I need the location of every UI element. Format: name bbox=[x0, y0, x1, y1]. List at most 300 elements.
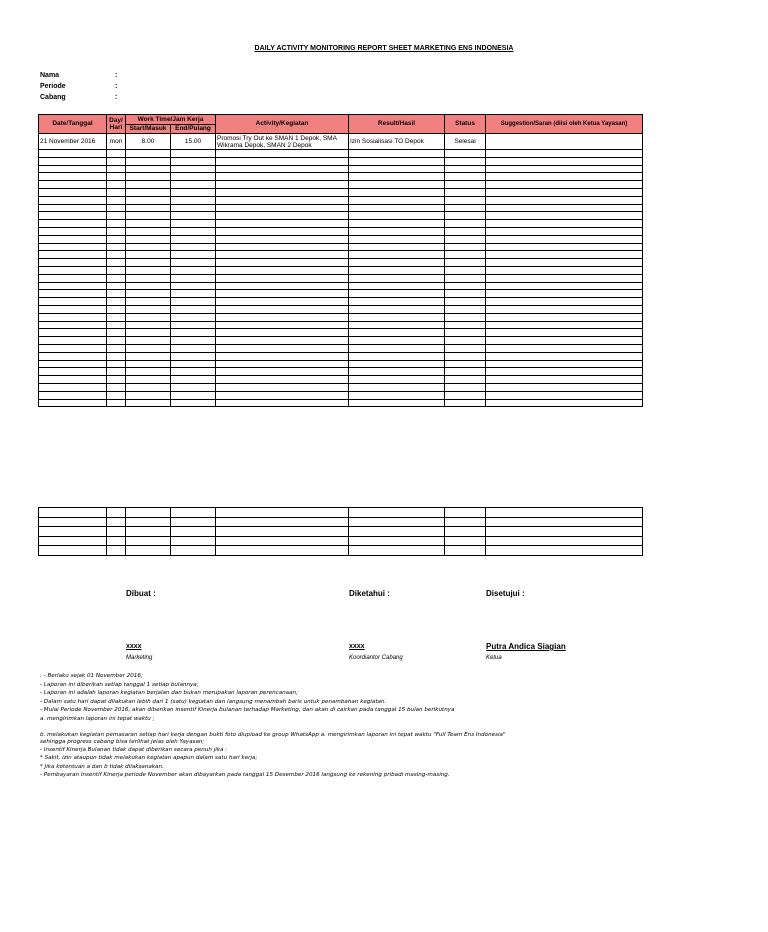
cell-end: 15.00 bbox=[171, 134, 216, 150]
header-worktime: Work Time/Jam Kerja bbox=[126, 115, 216, 125]
table-cell bbox=[486, 383, 643, 391]
table-cell bbox=[486, 282, 643, 290]
table-cell bbox=[39, 227, 107, 235]
table-cell bbox=[126, 150, 171, 158]
table-cell bbox=[39, 399, 107, 407]
table-cell bbox=[216, 536, 349, 546]
table-cell bbox=[349, 259, 445, 267]
table-cell bbox=[39, 212, 107, 220]
note-line: - Dalam satu hari dapat dilakukan lebih dari 1 (satu) kegiatan dan langsung menambah baris untuk penambahan kegiatan. bbox=[40, 698, 387, 705]
table-cell bbox=[349, 227, 445, 235]
table-cell bbox=[171, 243, 216, 251]
table-cell bbox=[486, 157, 643, 165]
table-cell bbox=[107, 391, 126, 399]
table-cell bbox=[486, 212, 643, 220]
table-row bbox=[39, 157, 643, 165]
table-cell bbox=[171, 344, 216, 352]
table-cell bbox=[126, 181, 171, 189]
table-cell bbox=[216, 290, 349, 298]
table-cell bbox=[107, 508, 126, 518]
table-row bbox=[39, 227, 643, 235]
table-row bbox=[39, 243, 643, 251]
table-cell bbox=[349, 399, 445, 407]
table-cell bbox=[171, 337, 216, 345]
table-cell bbox=[349, 517, 445, 527]
table-cell bbox=[216, 266, 349, 274]
header-day: Day/ Hari bbox=[107, 115, 126, 134]
header-activity: Activity/Kegiatan bbox=[216, 115, 349, 134]
table-cell bbox=[445, 344, 486, 352]
table-cell bbox=[445, 391, 486, 399]
table-cell bbox=[107, 337, 126, 345]
table-cell bbox=[216, 329, 349, 337]
table-cell bbox=[126, 157, 171, 165]
table-cell bbox=[445, 352, 486, 360]
table-cell bbox=[171, 376, 216, 384]
table-cell bbox=[107, 329, 126, 337]
signature-dibuat-role: Marketing bbox=[126, 655, 153, 661]
table-cell bbox=[126, 305, 171, 313]
table-cell bbox=[486, 220, 643, 228]
table-cell bbox=[349, 150, 445, 158]
table-cell bbox=[107, 243, 126, 251]
activity-table-continued bbox=[38, 507, 643, 556]
table-row bbox=[39, 305, 643, 313]
table-cell bbox=[39, 352, 107, 360]
table-cell bbox=[171, 391, 216, 399]
table-cell bbox=[445, 376, 486, 384]
table-cell bbox=[126, 227, 171, 235]
table-row bbox=[39, 220, 643, 228]
table-cell bbox=[171, 157, 216, 165]
table-row bbox=[39, 204, 643, 212]
table-cell bbox=[486, 391, 643, 399]
table-cell bbox=[39, 266, 107, 274]
table-cell bbox=[349, 212, 445, 220]
table-row bbox=[39, 188, 643, 196]
note-line: - Laporan ini adalah laporan kegiatan berjalan dan bukan merupakan laporan perencanaan; bbox=[40, 690, 298, 697]
table-cell bbox=[486, 344, 643, 352]
note-line: - Mulai Periode November 2016, akan diberikan insentif Kinerja bulanan terhadap Marketing, dan akan di cairkan pada tanggal 15 bulan berikutnya bbox=[40, 707, 455, 714]
table-cell bbox=[486, 266, 643, 274]
table-cell bbox=[171, 517, 216, 527]
table-cell bbox=[486, 368, 643, 376]
table-cell bbox=[107, 173, 126, 181]
table-row bbox=[39, 259, 643, 267]
table-cell bbox=[171, 305, 216, 313]
table-cell bbox=[126, 376, 171, 384]
table-cell bbox=[445, 313, 486, 321]
table-cell bbox=[216, 227, 349, 235]
table-cell bbox=[39, 157, 107, 165]
table-cell bbox=[126, 220, 171, 228]
table-cell bbox=[171, 235, 216, 243]
table-cell bbox=[126, 337, 171, 345]
table-cell bbox=[445, 212, 486, 220]
table-cell bbox=[486, 313, 643, 321]
table-cell bbox=[486, 259, 643, 267]
table-cell bbox=[107, 527, 126, 537]
table-cell bbox=[171, 360, 216, 368]
table-cell bbox=[126, 266, 171, 274]
table-row bbox=[39, 527, 643, 537]
table-cell bbox=[171, 150, 216, 158]
table-cell bbox=[486, 321, 643, 329]
table-cell bbox=[445, 165, 486, 173]
table-row bbox=[39, 173, 643, 181]
table-row bbox=[39, 536, 643, 546]
table-cell bbox=[107, 188, 126, 196]
table-cell bbox=[39, 173, 107, 181]
table-cell bbox=[349, 220, 445, 228]
signature-diketahui-role: Koordiantor Cabang bbox=[349, 655, 403, 661]
table-cell bbox=[349, 337, 445, 345]
table-cell bbox=[349, 274, 445, 282]
table-cell bbox=[107, 298, 126, 306]
table-cell bbox=[39, 243, 107, 251]
note-line: - Insentif Kinerja Bulanan tidak dapat diberikan secara penuh jika : bbox=[40, 746, 228, 753]
table-cell bbox=[126, 508, 171, 518]
table-cell bbox=[107, 344, 126, 352]
table-cell bbox=[216, 274, 349, 282]
table-cell bbox=[486, 204, 643, 212]
table-cell bbox=[216, 546, 349, 556]
cell-result: Izin Sosialisasi TO Depok bbox=[349, 134, 445, 150]
table-cell bbox=[171, 536, 216, 546]
table-cell bbox=[107, 305, 126, 313]
table-cell bbox=[486, 274, 643, 282]
table-cell bbox=[126, 188, 171, 196]
meta-colon: : bbox=[115, 94, 118, 101]
table-cell bbox=[126, 527, 171, 537]
table-row bbox=[39, 165, 643, 173]
note-line: * Sakit, izin ataupun tidak melakukan kegiatan apapun dalam satu hari kerja; bbox=[40, 755, 258, 762]
table-row bbox=[39, 235, 643, 243]
table-cell bbox=[486, 173, 643, 181]
header-result: Result/Hasil bbox=[349, 115, 445, 134]
table-cell bbox=[107, 352, 126, 360]
table-cell bbox=[171, 298, 216, 306]
table-cell bbox=[107, 313, 126, 321]
table-cell bbox=[216, 181, 349, 189]
table-cell bbox=[171, 204, 216, 212]
table-cell bbox=[445, 204, 486, 212]
table-cell bbox=[445, 157, 486, 165]
table-cell bbox=[216, 282, 349, 290]
table-cell bbox=[216, 165, 349, 173]
table-cell bbox=[39, 204, 107, 212]
table-cell bbox=[171, 274, 216, 282]
table-cell bbox=[216, 517, 349, 527]
table-cell bbox=[216, 235, 349, 243]
table-cell bbox=[349, 235, 445, 243]
table-cell bbox=[39, 165, 107, 173]
table-row bbox=[39, 517, 643, 527]
table-cell bbox=[39, 383, 107, 391]
table-cell bbox=[216, 212, 349, 220]
table-cell bbox=[107, 282, 126, 290]
table-cell bbox=[107, 259, 126, 267]
table-cell bbox=[445, 329, 486, 337]
table-cell bbox=[216, 376, 349, 384]
table-cell bbox=[171, 173, 216, 181]
table-cell bbox=[445, 321, 486, 329]
table-cell bbox=[349, 536, 445, 546]
table-cell bbox=[171, 196, 216, 204]
header-end: End/Pulang bbox=[171, 125, 216, 134]
table-cell bbox=[216, 305, 349, 313]
table-cell bbox=[39, 344, 107, 352]
table-cell bbox=[39, 235, 107, 243]
table-cell bbox=[107, 181, 126, 189]
table-cell bbox=[126, 546, 171, 556]
table-cell bbox=[349, 368, 445, 376]
cell-suggestion bbox=[486, 134, 643, 150]
table-cell bbox=[171, 266, 216, 274]
table-cell bbox=[486, 337, 643, 345]
table-cell bbox=[171, 251, 216, 259]
table-cell bbox=[216, 204, 349, 212]
table-cell bbox=[39, 251, 107, 259]
note-line: b. melakukan kegiatan pemasaran setiap hari kerja dengan bukti foto diupload ke group WhatsApp a. mengirimkan laporan ini tepat waktu "Full Team Ens Indonesia" bbox=[40, 731, 506, 738]
table-cell bbox=[445, 337, 486, 345]
table-row bbox=[39, 196, 643, 204]
meta-colon: : bbox=[115, 72, 118, 79]
table-cell bbox=[107, 157, 126, 165]
table-cell bbox=[126, 204, 171, 212]
table-cell bbox=[349, 321, 445, 329]
table-cell bbox=[126, 329, 171, 337]
table-cell bbox=[126, 173, 171, 181]
table-cell bbox=[349, 305, 445, 313]
table-cell bbox=[486, 536, 643, 546]
table-cell bbox=[107, 360, 126, 368]
table-cell bbox=[445, 360, 486, 368]
cell-status: Selesai bbox=[445, 134, 486, 150]
table-row bbox=[39, 508, 643, 518]
table-cell bbox=[39, 368, 107, 376]
table-cell bbox=[349, 391, 445, 399]
table-cell bbox=[486, 251, 643, 259]
table-cell bbox=[39, 313, 107, 321]
table-cell bbox=[107, 196, 126, 204]
table-cell bbox=[126, 298, 171, 306]
table-cell bbox=[171, 527, 216, 537]
table-cell bbox=[216, 352, 349, 360]
header-date: Date/Tanggal bbox=[39, 115, 107, 134]
table-cell bbox=[445, 399, 486, 407]
table-cell bbox=[349, 282, 445, 290]
meta-label-cabang: Cabang bbox=[40, 94, 66, 101]
table-row bbox=[39, 290, 643, 298]
table-cell bbox=[107, 290, 126, 298]
table-cell bbox=[445, 181, 486, 189]
table-cell bbox=[216, 243, 349, 251]
table-cell bbox=[126, 368, 171, 376]
table-cell bbox=[486, 508, 643, 518]
table-cell bbox=[486, 196, 643, 204]
table-cell bbox=[445, 173, 486, 181]
table-cell bbox=[171, 165, 216, 173]
table-cell bbox=[486, 298, 643, 306]
table-cell bbox=[107, 274, 126, 282]
table-cell bbox=[486, 290, 643, 298]
table-cell bbox=[445, 150, 486, 158]
table-cell bbox=[349, 196, 445, 204]
table-cell bbox=[445, 282, 486, 290]
table-cell bbox=[107, 220, 126, 228]
table-cell bbox=[445, 383, 486, 391]
table-cell bbox=[171, 259, 216, 267]
table-row bbox=[39, 383, 643, 391]
table-cell bbox=[486, 376, 643, 384]
table-cell bbox=[216, 337, 349, 345]
table-cell bbox=[349, 344, 445, 352]
table-row bbox=[39, 266, 643, 274]
table-cell bbox=[126, 517, 171, 527]
table-cell bbox=[39, 150, 107, 158]
table-cell bbox=[486, 188, 643, 196]
table-row bbox=[39, 344, 643, 352]
table-cell bbox=[216, 368, 349, 376]
table-cell bbox=[39, 298, 107, 306]
header-status: Status bbox=[445, 115, 486, 134]
table-cell bbox=[171, 188, 216, 196]
table-cell bbox=[486, 352, 643, 360]
signature-disetujui-title: Disetujui : bbox=[486, 589, 525, 598]
table-cell bbox=[126, 383, 171, 391]
table-cell bbox=[126, 212, 171, 220]
table-row bbox=[39, 399, 643, 407]
table-cell bbox=[216, 313, 349, 321]
table-cell bbox=[349, 298, 445, 306]
table-cell bbox=[445, 517, 486, 527]
table-cell bbox=[39, 274, 107, 282]
table-cell bbox=[216, 399, 349, 407]
table-row bbox=[39, 360, 643, 368]
table-cell bbox=[445, 243, 486, 251]
table-cell bbox=[445, 290, 486, 298]
table-cell bbox=[171, 227, 216, 235]
table-cell bbox=[171, 399, 216, 407]
signature-dibuat-title: Dibuat : bbox=[126, 589, 156, 598]
table-cell bbox=[216, 344, 349, 352]
table-cell bbox=[126, 360, 171, 368]
note-line: : - Berlaku sejak 01 November 2016; bbox=[40, 673, 143, 679]
table-cell bbox=[39, 391, 107, 399]
table-cell bbox=[486, 150, 643, 158]
signature-diketahui-title: Diketahui : bbox=[349, 589, 390, 598]
table-cell bbox=[445, 196, 486, 204]
table-cell bbox=[126, 352, 171, 360]
table-cell bbox=[126, 259, 171, 267]
table-cell bbox=[126, 321, 171, 329]
header-start: Start/Masuk bbox=[126, 125, 171, 134]
table-cell bbox=[445, 305, 486, 313]
table-cell bbox=[107, 321, 126, 329]
table-cell bbox=[445, 368, 486, 376]
table-cell bbox=[39, 188, 107, 196]
meta-label-nama: Nama bbox=[40, 72, 60, 79]
table-cell bbox=[107, 383, 126, 391]
table-cell bbox=[39, 337, 107, 345]
table-cell bbox=[107, 204, 126, 212]
table-cell bbox=[126, 282, 171, 290]
table-row bbox=[39, 181, 643, 189]
table-cell bbox=[349, 266, 445, 274]
table-cell bbox=[445, 274, 486, 282]
note-line: * Jika ketentuan a dan b tidak dilaksanakan. bbox=[40, 763, 164, 770]
table-cell bbox=[107, 266, 126, 274]
table-cell bbox=[39, 259, 107, 267]
table-cell bbox=[39, 220, 107, 228]
table-cell bbox=[486, 243, 643, 251]
table-cell bbox=[171, 368, 216, 376]
table-cell bbox=[107, 517, 126, 527]
table-cell bbox=[126, 251, 171, 259]
table-cell bbox=[349, 508, 445, 518]
table-cell bbox=[445, 227, 486, 235]
table-cell bbox=[126, 313, 171, 321]
table-cell bbox=[126, 399, 171, 407]
table-cell bbox=[349, 352, 445, 360]
table-cell bbox=[349, 527, 445, 537]
table-cell bbox=[349, 360, 445, 368]
table-cell bbox=[216, 220, 349, 228]
table-cell bbox=[107, 399, 126, 407]
table-cell bbox=[445, 536, 486, 546]
table-cell bbox=[126, 274, 171, 282]
table-cell bbox=[126, 290, 171, 298]
signature-dibuat-name: xxxx bbox=[126, 643, 142, 650]
table-cell bbox=[39, 329, 107, 337]
table-cell bbox=[216, 150, 349, 158]
table-cell bbox=[171, 352, 216, 360]
signature-disetujui-name: Putra Andica Siagian bbox=[486, 642, 566, 651]
table-cell bbox=[107, 212, 126, 220]
table-cell bbox=[216, 508, 349, 518]
table-cell bbox=[349, 290, 445, 298]
table-cell bbox=[171, 321, 216, 329]
table-cell bbox=[486, 517, 643, 527]
table-cell bbox=[216, 173, 349, 181]
table-cell bbox=[216, 196, 349, 204]
table-row bbox=[39, 150, 643, 158]
note-line: sehingga progress cabang bisa terlihat jelas oleh Yayasan; bbox=[40, 738, 205, 745]
table-row bbox=[39, 313, 643, 321]
table-cell bbox=[216, 188, 349, 196]
table-cell bbox=[216, 157, 349, 165]
table-cell bbox=[486, 399, 643, 407]
table-cell bbox=[216, 391, 349, 399]
table-cell bbox=[216, 259, 349, 267]
table-cell bbox=[349, 383, 445, 391]
table-cell bbox=[486, 360, 643, 368]
table-cell bbox=[349, 165, 445, 173]
table-cell bbox=[349, 173, 445, 181]
table-cell bbox=[349, 204, 445, 212]
table-row bbox=[39, 352, 643, 360]
table-row bbox=[39, 251, 643, 259]
meta-colon: : bbox=[115, 83, 118, 90]
table-cell bbox=[171, 181, 216, 189]
table-row bbox=[39, 321, 643, 329]
table-cell bbox=[486, 235, 643, 243]
table-cell bbox=[349, 329, 445, 337]
table-row bbox=[39, 212, 643, 220]
signature-diketahui-name: xxxx bbox=[349, 643, 365, 650]
header-suggestion: Suggestion/Saran (diisi oleh Ketua Yayasan) bbox=[486, 115, 643, 134]
